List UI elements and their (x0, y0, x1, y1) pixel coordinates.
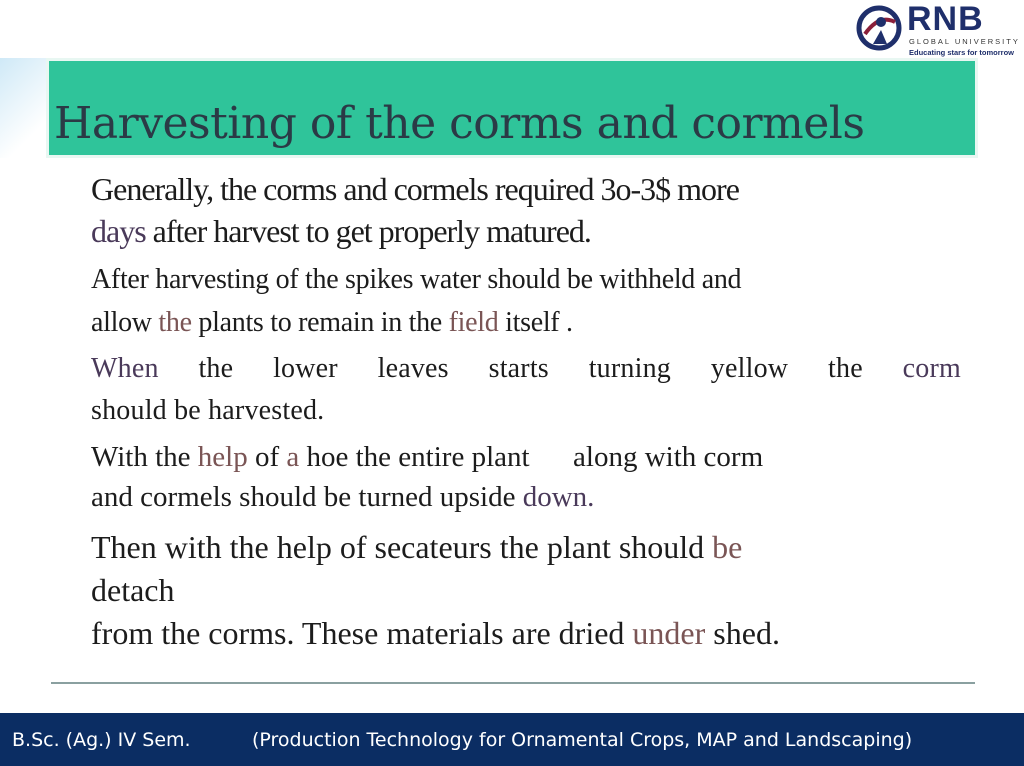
paragraph-line: and cormels should be turned upside down. (91, 481, 595, 513)
paragraph-line: After harvesting of the spikes water should be withheld and (91, 264, 742, 295)
paragraph-4 (91, 437, 763, 517)
logo-tagline: Educating stars for tomorrow (909, 48, 1015, 57)
left-decoration (0, 58, 46, 158)
paragraph-line: detach (91, 572, 175, 608)
paragraph-line: days after harvest to get properly matured. (91, 213, 591, 249)
paragraph-5 (91, 526, 780, 655)
divider (51, 682, 975, 684)
paragraph-line: Then with the help of secateurs the plant should be (91, 529, 743, 565)
paragraph-3 (91, 348, 961, 432)
footer-subject: (Production Technology for Ornamental Crops, MAP and Landscaping) (252, 729, 913, 751)
paragraph-line: allow the plants to remain in the field itself . (91, 307, 573, 338)
paragraph-line: should be harvested. (91, 395, 325, 426)
paragraph-line: With the help of a hoe the entire plant along with corm (91, 441, 764, 473)
paragraph-1 (91, 168, 739, 252)
paragraph-line-justified: When the lower leaves starts turning yellow the corm (91, 353, 961, 384)
paragraph-line: Generally, the corms and cormels required 3o-3$ more (91, 171, 739, 207)
footer-course: B.Sc. (Ag.) IV Sem. (12, 729, 191, 751)
title-band (46, 58, 978, 158)
footer-bar (0, 713, 1024, 766)
logo-name: RNB (907, 0, 984, 38)
logo-emblem-icon (855, 4, 905, 52)
slide-title: Harvesting of the corms and cormels (54, 98, 865, 149)
logo-subtitle: GLOBAL UNIVERSITY (909, 37, 1020, 46)
university-logo (855, 0, 1020, 58)
paragraph-line: from the corms. These materials are dried under shed. (91, 615, 780, 651)
paragraph-2 (91, 258, 741, 344)
